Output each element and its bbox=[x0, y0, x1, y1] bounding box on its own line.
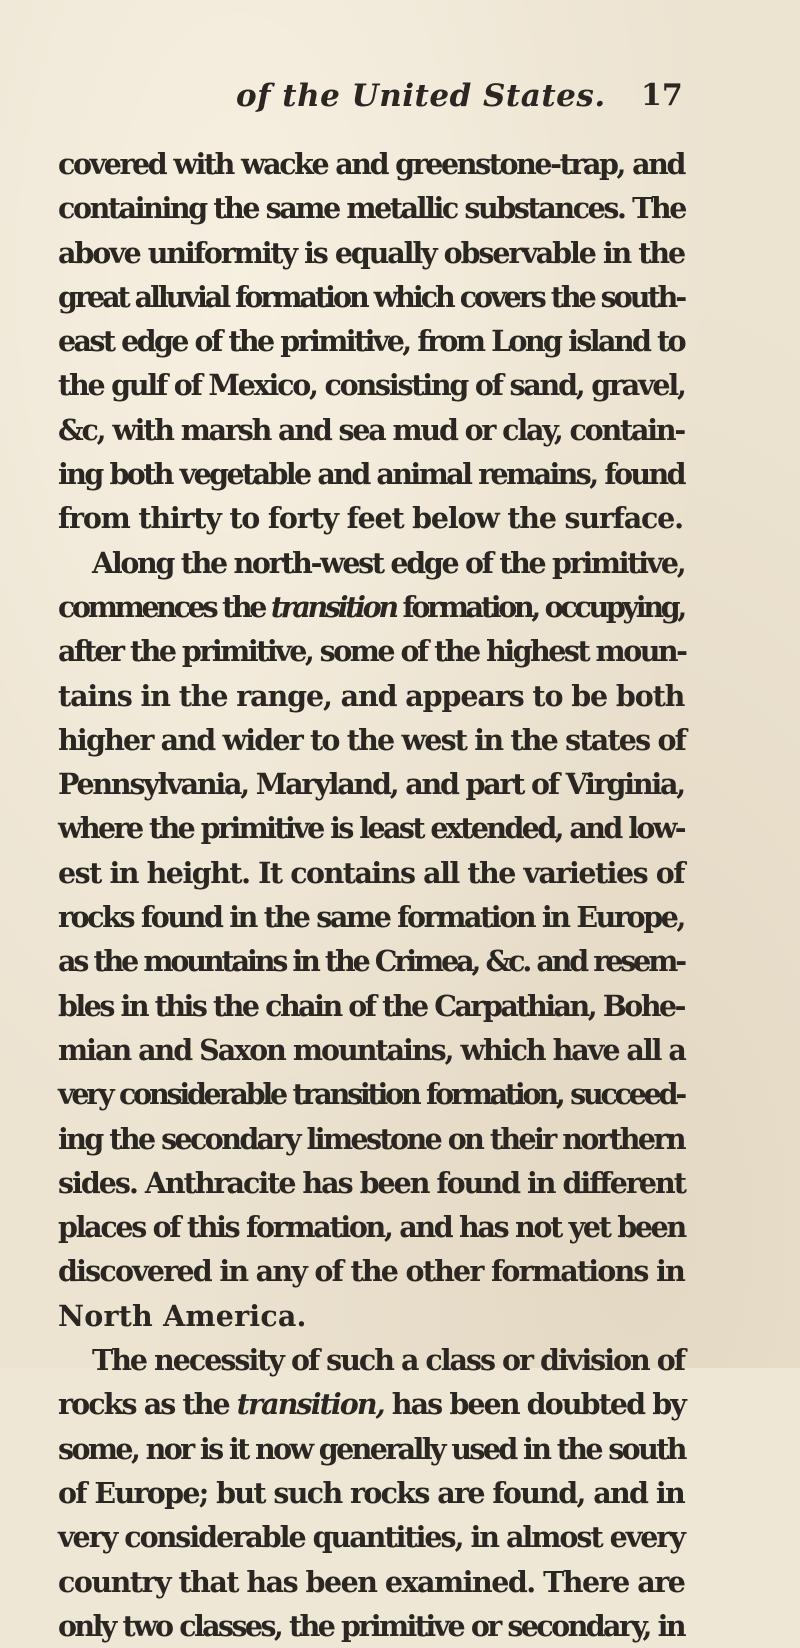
paragraph-first-line: The necessity of such a class or division of bbox=[92, 1343, 684, 1378]
text-line: as the mountains in the Crimea, &c. and resem- bbox=[58, 944, 684, 979]
text-line: the gulf of Mexico, consisting of sand, gravel, bbox=[58, 368, 685, 403]
italic-term: transition, bbox=[236, 1387, 384, 1422]
text-line bbox=[58, 1382, 684, 1426]
text-line: of Europe; but such rocks are found, and in bbox=[58, 1475, 684, 1510]
text-line: &c, with marsh and sea mud or clay, contain- bbox=[58, 412, 684, 447]
page-header bbox=[0, 78, 800, 122]
text-line bbox=[58, 585, 684, 629]
text-line: North America. bbox=[58, 1298, 307, 1333]
text-line: places of this formation, and has not yet been bbox=[58, 1210, 685, 1245]
text-line: bles in this the chain of the Carpathian, Bohe- bbox=[58, 988, 684, 1023]
text-line: ing both vegetable and animal remains, found bbox=[58, 457, 684, 492]
text-line: where the primitive is least extended, and low- bbox=[58, 811, 684, 846]
text-line: containing the same metallic substances. The bbox=[58, 191, 685, 226]
paragraph-first-line bbox=[58, 541, 684, 585]
text-line: ing the secondary limestone on their northern bbox=[58, 1121, 684, 1156]
line-text: formation, occupying, bbox=[395, 589, 684, 624]
line-text: commences the bbox=[58, 589, 271, 624]
text-line: some, nor is it now generally used in the south bbox=[58, 1431, 685, 1466]
line-text: rocks as the bbox=[58, 1387, 237, 1422]
text-line: rocks found in the same formation in Europe, bbox=[58, 900, 684, 935]
text-line: higher and wider to the west in the states of bbox=[58, 722, 686, 757]
text-line: very considerable transition formation, succeed- bbox=[58, 1077, 684, 1112]
text-line: only two classes, the primitive or secondary, in bbox=[58, 1608, 684, 1643]
text-line: country that has been examined. There are bbox=[58, 1564, 685, 1599]
text-line: est in height. It contains all the varieties of bbox=[58, 855, 684, 890]
text-line: above uniformity is equally observable in the bbox=[58, 235, 684, 270]
line-text: has been doubted by bbox=[383, 1387, 685, 1422]
line-text: Along the north-west edge of the primitive, bbox=[92, 545, 685, 580]
body-text bbox=[58, 142, 684, 1648]
text-line: very considerable quantities, in almost every bbox=[58, 1520, 684, 1555]
page-number: 17 bbox=[641, 78, 683, 113]
text-line: after the primitive, some of the highest moun- bbox=[58, 634, 686, 669]
text-line: discovered in any of the other formations in bbox=[58, 1254, 684, 1289]
text-line: Pennsylvania, Maryland, and part of Virginia, bbox=[58, 767, 684, 802]
text-line: east edge of the primitive, from Long island to bbox=[58, 324, 684, 359]
text-line: from thirty to forty feet below the surface. bbox=[58, 501, 683, 536]
text-line: covered with wacke and greenstone-trap, and bbox=[58, 147, 684, 181]
text-line: mian and Saxon mountains, which have all a bbox=[58, 1032, 685, 1067]
running-title: of the United States. bbox=[236, 78, 606, 114]
text-line: sides. Anthracite has been found in different bbox=[58, 1165, 685, 1200]
italic-term: transition bbox=[270, 589, 396, 624]
text-line: great alluvial formation which covers the south- bbox=[58, 279, 685, 314]
text-line: tains in the range, and appears to be both bbox=[58, 678, 685, 713]
